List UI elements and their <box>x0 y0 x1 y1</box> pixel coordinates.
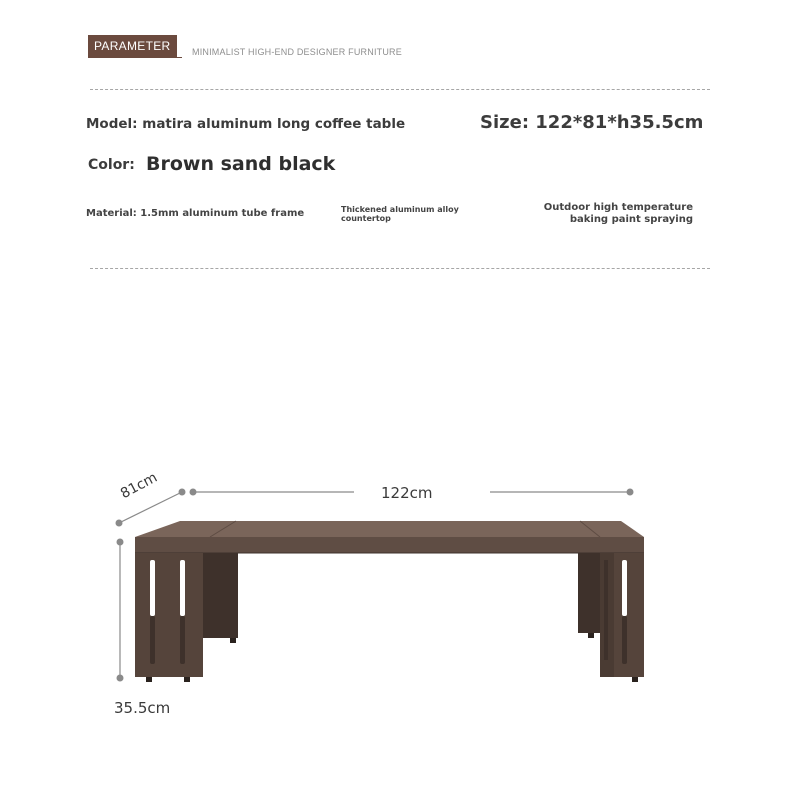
model-text: Model: matira aluminum long coffee table <box>86 116 406 132</box>
height-label: 35.5cm <box>114 699 171 717</box>
front-left-leg <box>135 553 203 682</box>
countertop-text: Thickened aluminum alloy countertop <box>341 205 459 223</box>
length-label: 122cm <box>381 484 433 502</box>
back-left-leg <box>200 553 238 643</box>
height-dimension-line <box>117 539 124 682</box>
size-text: Size: 122*81*h35.5cm <box>480 112 704 133</box>
brand-subtitle: MINIMALIST HIGH-END DESIGNER FURNITURE <box>192 47 402 57</box>
table-top <box>135 521 644 553</box>
finish-text: Outdoor high temperature baking paint spraying <box>543 202 693 225</box>
color-label: Color: <box>88 157 135 173</box>
depth-label: 81cm <box>118 469 161 503</box>
material-text: Material: 1.5mm aluminum tube frame <box>86 208 305 219</box>
color-value: Brown sand black <box>146 153 336 175</box>
parameter-badge: PARAMETER <box>88 35 177 57</box>
front-right-leg <box>600 553 644 682</box>
